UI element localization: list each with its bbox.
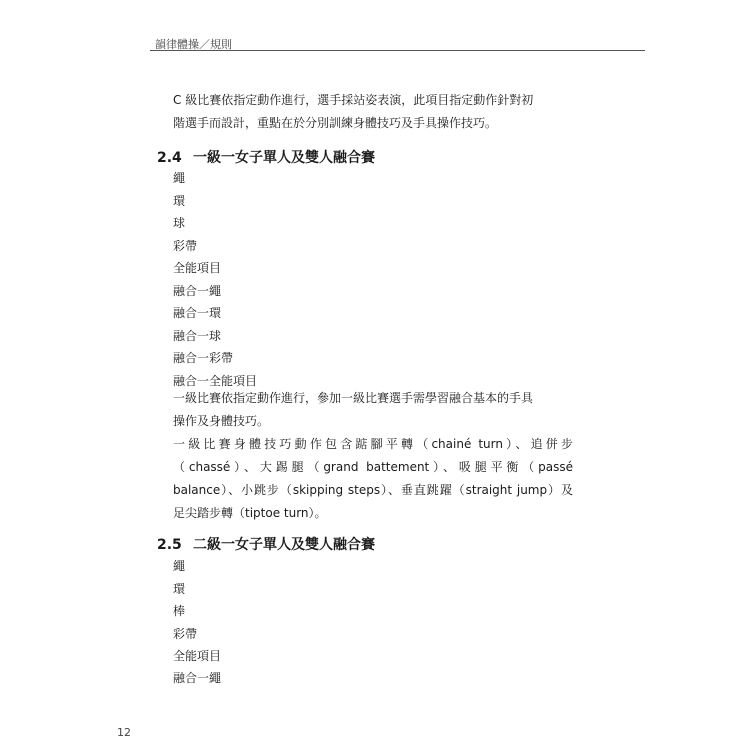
section-heading-2-4	[157, 147, 375, 167]
list-item: 全能項目	[173, 649, 222, 663]
section-heading-2-5	[157, 534, 375, 554]
list-item: 環	[173, 194, 186, 208]
section-number: 2.4	[157, 150, 182, 166]
section-title: 二級一女子單人及雙人融合賽	[193, 537, 375, 553]
paragraph-line: 一級比賽依指定動作進行，參加一級比賽選手需學習融合基本的手具	[173, 391, 534, 405]
section-2-4-paragraph-2	[173, 433, 573, 525]
list-item: 融合一全能項目	[173, 374, 258, 388]
list-item: 融合一繩	[173, 671, 222, 685]
list-item: 彩帶	[173, 239, 198, 253]
list-item: 融合一球	[173, 329, 222, 343]
paragraph-line: 操作及身體技巧。	[173, 414, 270, 428]
list-item: 全能項目	[173, 261, 222, 275]
list-item: 融合一環	[173, 306, 222, 320]
paragraph-line: 足尖踏步轉（tiptoe turn）。	[173, 506, 327, 520]
list-item: 融合一繩	[173, 284, 222, 298]
list-item: 棒	[173, 604, 186, 618]
intro-line: 階選手而設計，重點在於分別訓練身體技巧及手具操作技巧。	[173, 116, 498, 130]
paragraph-line: balance）、小跳步（skipping steps）、垂直跳躍（straight jump）及	[173, 483, 573, 497]
intro-paragraph	[173, 89, 573, 135]
page-number: 12	[117, 726, 131, 739]
list-item: 融合一彩帶	[173, 351, 234, 365]
paragraph-line: 一級比賽身體技巧動作包含踮腳平轉（chainé turn）、追併步	[173, 437, 573, 451]
list-item: 環	[173, 582, 186, 596]
section-2-4-paragraph-1	[173, 387, 573, 433]
running-header: 韻律體操／規則	[155, 38, 232, 51]
list-item: 球	[173, 216, 186, 230]
section-title: 一級一女子單人及雙人融合賽	[193, 150, 375, 166]
list-item: 彩帶	[173, 627, 198, 641]
section-number: 2.5	[157, 537, 182, 553]
paragraph-line: （chassé）、大踢腿（grand battement）、吸腿平衡（passé	[173, 460, 573, 474]
list-item: 繩	[173, 171, 186, 185]
header-rule	[150, 50, 645, 51]
list-item: 繩	[173, 559, 186, 573]
intro-line: C 級比賽依指定動作進行，選手採站姿表演，此項目指定動作針對初	[173, 93, 534, 107]
